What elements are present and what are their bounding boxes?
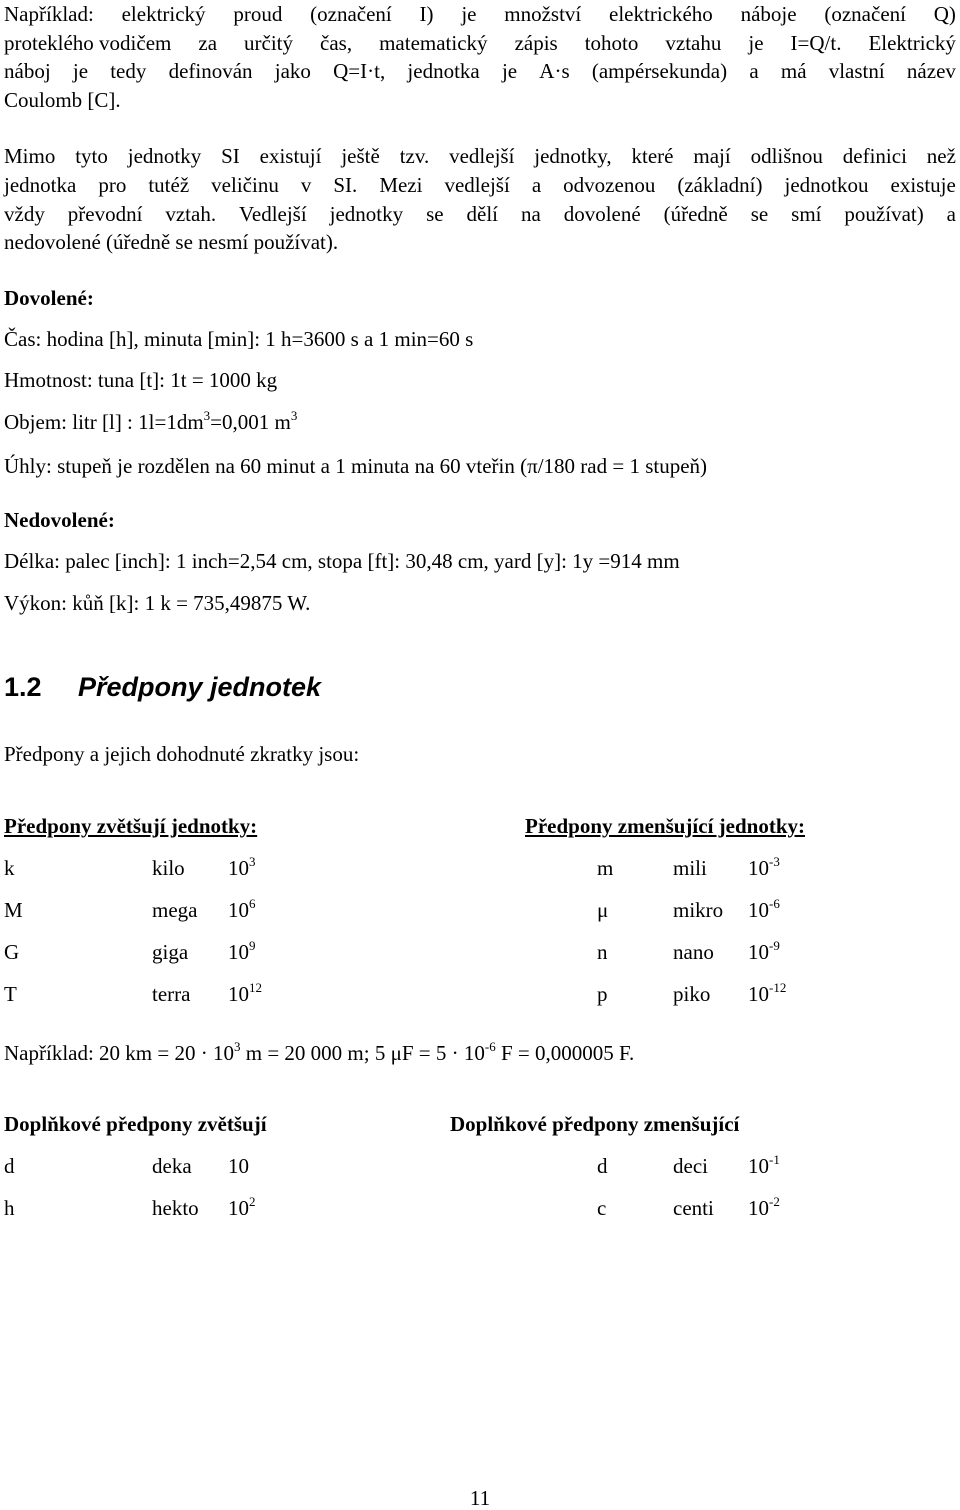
prefix-symbol: T <box>4 982 17 1006</box>
section-title: Předpony jednotek <box>78 672 322 702</box>
word: převodní <box>67 202 143 226</box>
allowed-angle: Úhly: stupeň je rozdělen na 60 minut a 1 minuta na 60 vteřin (π/180 rad = 1 stupeň) <box>4 454 708 478</box>
word: Mimo <box>4 144 56 168</box>
word: náboje <box>740 2 797 26</box>
prefix-factor-exponent: -1 <box>769 1152 780 1167</box>
word: má <box>780 59 807 83</box>
word: (základní) <box>677 173 763 197</box>
page-number: 11 <box>469 1486 491 1510</box>
prefix-factor-base: 10 <box>228 856 249 880</box>
word: Vedlejší <box>239 202 307 226</box>
intro-line-4: Coulomb [C]. <box>4 88 121 112</box>
word: Q) <box>933 2 956 26</box>
allowed-volume-sup2: 3 <box>290 408 298 423</box>
prefix-intro: Předpony a jejich dohodnuté zkratky jsou: <box>4 742 360 766</box>
word: (označení <box>310 2 392 26</box>
word: vedlejší <box>444 173 510 197</box>
prefix-factor-exponent: -2 <box>769 1194 780 1209</box>
word: vždy <box>4 202 45 226</box>
word: existují <box>259 144 322 168</box>
word: náboj <box>4 59 51 83</box>
word: vztah. <box>165 202 217 226</box>
word: je <box>461 2 477 26</box>
word: veličinu <box>211 173 279 197</box>
word: a <box>749 59 759 83</box>
word: tzv. <box>399 144 430 168</box>
word: Elektrický <box>868 31 956 55</box>
prefix-factor-exponent: 3 <box>249 854 256 869</box>
word: odvozenou <box>563 173 656 197</box>
word: je <box>72 59 89 83</box>
prefix-symbol: h <box>4 1196 15 1220</box>
prefix-symbol: G <box>4 940 20 964</box>
prefix-factor-exponent: 12 <box>249 980 262 995</box>
allowed-title: Dovolené: <box>4 286 94 310</box>
word: se <box>426 202 444 226</box>
prefix-factor <box>748 1194 780 1220</box>
prefix-name: giga <box>152 940 189 964</box>
para2-line-2 <box>4 175 956 196</box>
prefix-name: hekto <box>152 1196 199 1220</box>
word: pro <box>98 173 127 197</box>
prefix-factor-base: 10 <box>228 940 249 964</box>
example-text-a: Například: 20 km = 20 · 10 <box>4 1041 234 1065</box>
prefix-factor-base: 10 <box>228 1154 249 1178</box>
disallowed-power: Výkon: kůň [k]: 1 k = 735,49875 W. <box>4 591 311 615</box>
intro-line-3 <box>4 61 956 82</box>
word: jednotky <box>127 144 202 168</box>
prefix-symbol: d <box>597 1154 608 1178</box>
prefix-factor-base: 10 <box>748 982 769 1006</box>
extra-decreasing-title: Doplňkové předpony zmenšující <box>450 1112 740 1136</box>
word: v <box>300 173 312 197</box>
example-sup1: 3 <box>233 1039 241 1054</box>
prefix-name: centi <box>673 1196 714 1220</box>
word: proud <box>233 2 283 26</box>
intro-line-1 <box>4 4 956 25</box>
allowed-volume-text-b: =0,001 m <box>210 410 291 434</box>
prefix-factor <box>228 980 262 1006</box>
para2-line-3 <box>4 204 956 225</box>
word: dovolené <box>563 202 641 226</box>
prefix-symbol: k <box>4 856 15 880</box>
word: tohoto <box>584 31 639 55</box>
prefix-symbol: μ <box>597 898 609 922</box>
prefix-factor-exponent: 2 <box>249 1194 256 1209</box>
prefix-factor <box>748 896 780 922</box>
prefix-factor-exponent: -12 <box>769 980 787 995</box>
word: elektrický <box>121 2 206 26</box>
word: čas, <box>320 31 353 55</box>
word: definici <box>842 144 907 168</box>
word: SI <box>221 144 240 168</box>
word: které <box>631 144 674 168</box>
prefix-name: deci <box>673 1154 708 1178</box>
allowed-volume-text-a: Objem: litr [l] : 1l=1dm <box>4 410 204 434</box>
example-text-c: F = 0,000005 F. <box>495 1041 635 1065</box>
word: je <box>748 31 764 55</box>
prefix-name: kilo <box>152 856 185 880</box>
word: dělí <box>466 202 498 226</box>
prefix-factor-base: 10 <box>748 856 769 880</box>
prefix-name: terra <box>152 982 191 1006</box>
prefix-name: piko <box>673 982 711 1006</box>
prefix-symbol: p <box>597 982 608 1006</box>
word: SI. <box>333 173 358 197</box>
word: tedy <box>110 59 147 83</box>
word: se <box>750 202 769 226</box>
prefix-symbol: m <box>597 856 614 880</box>
word: jednotkou <box>784 173 869 197</box>
word: používat) <box>844 202 924 226</box>
word: jako <box>274 59 311 83</box>
word: I=Q/t. <box>790 31 842 55</box>
prefix-example <box>4 1039 635 1065</box>
prefix-factor <box>748 854 780 880</box>
prefix-factor-base: 10 <box>748 940 769 964</box>
word: název <box>906 59 956 83</box>
prefix-factor <box>228 938 256 964</box>
word: matematický <box>379 31 488 55</box>
word: na <box>520 202 541 226</box>
decreasing-prefixes-title: Předpony zmenšující jednotky: <box>525 814 805 838</box>
word: zápis <box>514 31 558 55</box>
para2-line-1 <box>4 146 956 167</box>
prefix-factor-base: 10 <box>748 1196 769 1220</box>
word: tyto <box>75 144 108 168</box>
example-sup2: -6 <box>484 1039 496 1054</box>
section-number: 1.2 <box>4 672 42 702</box>
extra-increasing-title: Doplňkové předpony zvětšují <box>4 1112 267 1136</box>
word: a <box>946 202 956 226</box>
word: tutéž <box>148 173 190 197</box>
word: Například: <box>4 2 94 26</box>
word: než <box>926 144 956 168</box>
word: vztahu <box>665 31 722 55</box>
word: jednotky, <box>534 144 612 168</box>
prefix-factor-base: 10 <box>748 1154 769 1178</box>
word: jednotka <box>4 173 77 197</box>
disallowed-title: Nedovolené: <box>4 508 115 532</box>
word: vlastní <box>828 59 885 83</box>
prefix-factor <box>228 854 256 880</box>
prefix-name: mili <box>673 856 707 880</box>
prefix-factor-exponent: 9 <box>249 938 256 953</box>
increasing-prefixes-title: Předpony zvětšují jednotky: <box>4 814 258 838</box>
prefix-symbol: c <box>597 1196 607 1220</box>
allowed-volume <box>4 408 298 434</box>
section-heading <box>4 674 321 701</box>
word: mají <box>693 144 731 168</box>
word: odlišnou <box>750 144 823 168</box>
allowed-mass: Hmotnost: tuna [t]: 1t = 1000 kg <box>4 368 278 392</box>
prefix-symbol: d <box>4 1154 15 1178</box>
para2-line-4: nedovolené (úředně se nesmí používat). <box>4 230 339 254</box>
prefix-factor <box>228 1156 249 1177</box>
prefix-symbol: n <box>597 940 608 964</box>
allowed-time: Čas: hodina [h], minuta [min]: 1 h=3600 s a 1 min=60 s <box>4 327 474 351</box>
prefix-factor-exponent: -6 <box>769 896 780 911</box>
prefix-factor <box>228 1194 256 1220</box>
allowed-volume-sup1: 3 <box>203 408 211 423</box>
prefix-factor-base: 10 <box>748 898 769 922</box>
prefix-factor <box>228 896 256 922</box>
word: I) <box>419 2 434 26</box>
word: jednotka <box>407 59 480 83</box>
prefix-name: mikro <box>673 898 724 922</box>
prefix-factor <box>748 1152 780 1178</box>
prefix-factor-exponent: -3 <box>769 854 780 869</box>
prefix-factor-base: 10 <box>228 982 249 1006</box>
word: Mezi <box>379 173 423 197</box>
word: (úředně <box>663 202 728 226</box>
disallowed-length: Délka: palec [inch]: 1 inch=2,54 cm, stopa [ft]: 30,48 cm, yard [y]: 1y =914 mm <box>4 549 680 573</box>
word: a <box>531 173 542 197</box>
prefix-factor-base: 10 <box>228 1196 249 1220</box>
word: Q=I·t, <box>333 59 386 83</box>
intro-line-2 <box>4 33 956 54</box>
example-text-b: m = 20 000 m; 5 μF = 5 · 10 <box>240 1041 485 1065</box>
prefix-factor-exponent: 6 <box>249 896 256 911</box>
word: (ampérsekunda) <box>591 59 728 83</box>
prefix-name: mega <box>152 898 198 922</box>
prefix-name: deka <box>152 1154 192 1178</box>
prefix-factor <box>748 980 787 1006</box>
prefix-factor-base: 10 <box>228 898 249 922</box>
word: za <box>198 31 218 55</box>
word: určitý <box>244 31 294 55</box>
prefix-symbol: M <box>4 898 23 922</box>
prefix-name: nano <box>673 940 714 964</box>
word: ještě <box>341 144 380 168</box>
word: je <box>501 59 518 83</box>
word: vedlejší <box>449 144 515 168</box>
word: existuje <box>890 173 956 197</box>
word: definován <box>168 59 253 83</box>
word: elektrického <box>609 2 713 26</box>
prefix-factor-exponent: -9 <box>769 938 780 953</box>
prefix-factor <box>748 938 780 964</box>
word: (označení <box>824 2 906 26</box>
word: A·s <box>539 59 570 83</box>
word: jednotky <box>329 202 404 226</box>
word: množství <box>504 2 582 26</box>
word: protekléhо vodičem <box>4 31 172 55</box>
word: smí <box>791 202 822 226</box>
